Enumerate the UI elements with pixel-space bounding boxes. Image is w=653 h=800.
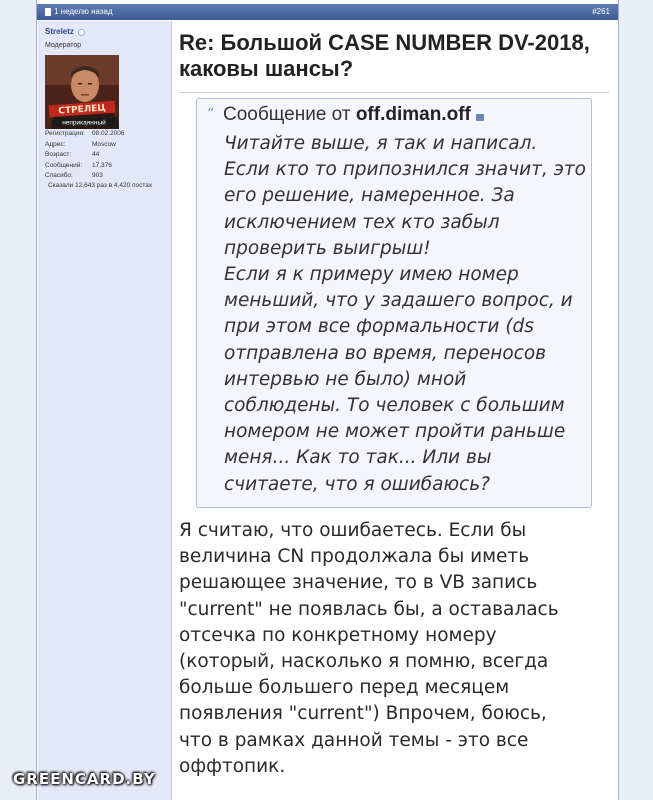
quote-line: считаете, что я ошибаюсь? <box>224 473 490 495</box>
user-stat-row <box>45 171 170 182</box>
post-date: 1 неделю назад <box>54 7 113 16</box>
message-line: "current" не появлась бы, а оставалась <box>179 598 559 620</box>
user-stats <box>45 129 170 182</box>
quote-prefix: Сообщение от <box>223 104 351 125</box>
avatar[interactable] <box>45 55 119 129</box>
quote-line: исключением тех кто забыл <box>224 211 500 233</box>
message-line: что в рамках данной темы - это все <box>179 729 529 751</box>
message-line: оффтопик. <box>179 755 286 777</box>
user-info-column <box>38 21 172 800</box>
message-line: Я считаю, что ошибаетесь. Если бы <box>179 520 527 541</box>
username-link[interactable]: Streletz <box>45 27 74 36</box>
quote-line: при этом все формальности (ds <box>224 316 534 338</box>
thanks-summary: Сказали 12,643 раз в 4,420 постах <box>48 182 153 189</box>
quote-line: интервью не было) мной <box>224 368 467 390</box>
quote-line: меня... Как то так... Или вы <box>224 447 492 469</box>
avatar-image <box>45 55 119 129</box>
post-header-bar <box>37 4 618 20</box>
post-message <box>179 518 609 780</box>
quote-line: Читайте выше, я так и написал. <box>224 133 538 154</box>
post-title-line: Re: Большой CASE NUMBER DV-2018, <box>179 30 590 55</box>
post-icon <box>45 8 51 16</box>
site-watermark: GREENCARD.BY <box>13 770 156 788</box>
user-stat-row <box>45 140 170 151</box>
user-stat-row <box>45 161 170 172</box>
stat-value: 903 <box>92 172 103 179</box>
stat-value: 08.02.2006 <box>92 130 125 137</box>
message-line: величина CN продолжала бы иметь <box>179 546 530 568</box>
offline-status-icon <box>78 29 85 36</box>
message-line: отсечка по конкретному номеру <box>179 624 497 646</box>
user-title: Модератор <box>45 42 82 49</box>
quote-line: Если кто то припознился значит, это <box>224 159 586 181</box>
quote-line: Если я к примеру имею номер <box>224 264 519 286</box>
quote-line: соблюдены. То человек с большим <box>224 395 565 417</box>
stat-label: Спасибо: <box>45 172 73 179</box>
stat-value: 44 <box>92 151 100 158</box>
quote-line: отправлена во время, переносов <box>224 342 547 364</box>
avatar-caption-top: СТРЕЛЕЦ <box>58 103 107 117</box>
user-stat-row <box>45 129 170 140</box>
message-line: появления "current") Впрочем, боюсь, <box>179 703 547 725</box>
message-line: (который, насколько я помню, всегда <box>179 651 549 673</box>
post-number-link[interactable]: #261 <box>592 7 610 16</box>
view-post-icon[interactable] <box>476 114 484 121</box>
stat-value: 17,376 <box>92 161 112 169</box>
quote-line: проверить выигрыш! <box>224 237 431 259</box>
quote-text <box>224 131 584 498</box>
stat-value: Moscow <box>92 140 116 148</box>
message-line: решающее значение, то в VB запись <box>179 572 538 594</box>
quote-icon: “ <box>207 106 215 122</box>
quote-header <box>223 103 484 127</box>
quote-line: меньший, что у задашего вопрос, и <box>224 290 573 312</box>
stat-label: Адрес: <box>45 140 66 148</box>
quote-line: номером не может пройти раньше <box>224 421 566 443</box>
quote-author: off.diman.off <box>355 104 471 125</box>
user-stat-row <box>45 150 170 161</box>
stat-label: Возраст: <box>45 151 72 158</box>
message-line: больше большего перед месяцем <box>179 677 510 699</box>
post-title-line: каковы шансы? <box>179 56 354 81</box>
quote-block <box>196 98 592 508</box>
stat-label: Сообщений: <box>45 161 83 169</box>
post-title <box>179 30 609 82</box>
title-divider <box>179 92 609 93</box>
quote-line: его решение, намеренное. За <box>224 185 515 207</box>
avatar-caption-bottom: неприкаянный <box>62 119 106 127</box>
post-container <box>36 0 619 800</box>
stat-label: Регистрация: <box>45 130 85 137</box>
